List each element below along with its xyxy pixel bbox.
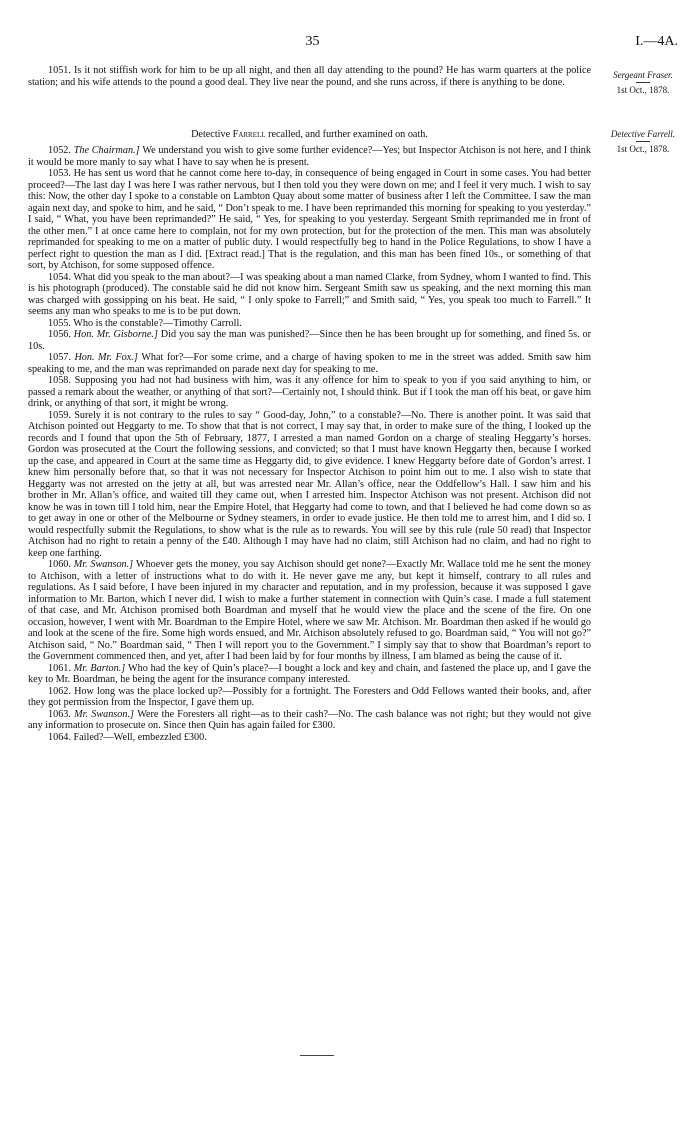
paragraph-text: We understand you wish to give some further evidence?—Yes; but Inspector Atchison is not here, and I think it would be more manly to say what I have to say when he is present. <box>28 145 591 168</box>
question-number: 1052. <box>48 145 74 156</box>
end-rule <box>300 1055 334 1056</box>
paragraph-text: Were the Foresters all right—as to their cash?—No. The cash balance was not right; but they would not give any information to prosecute on. Since then Quin has again failed for £300. <box>28 708 592 731</box>
evidence-paragraph <box>28 732 591 744</box>
paragraph-text: Who is the constable?—Timothy Carroll. <box>73 317 242 329</box>
question-number: 1060. <box>48 559 74 570</box>
question-number: 1062. <box>48 685 75 697</box>
evidence-paragraph <box>28 168 591 272</box>
question-number: 1055. <box>48 317 74 329</box>
evidence-paragraph <box>28 352 591 375</box>
question-number: 1061. <box>48 662 74 674</box>
document-code: I.—4A. <box>635 34 678 49</box>
question-number: 1053. <box>48 168 74 179</box>
heading-witness-name: Farrell <box>232 129 266 140</box>
page-number: 35 <box>305 34 320 49</box>
paragraph-text: How long was the place locked up?—Possibly for a fortnight. The Foresters and Odd Fellows wanted their books, and, after they got permission from the Inspector, I gave them up. <box>28 685 591 708</box>
evidence-paragraph <box>28 318 591 330</box>
paragraph-text: Surely it is not contrary to the rules to say “ Good-day, John,” to a constable?—No. There is another point. It was said that Atchison pointed out Heggarty to me. To show that that is not correct, I may say that, in order to make sure of the thing, I looked up the records and I found that upon the 5th of February, 1877, I arrested a man named Gordon on a charge of stealing Heggarty’s horses. Gordon was prosecuted at the Court the following sessions, and convicted; so that I must have known Heggarty then, because I worked up the case, and appeared in Court at the same time as Heggarty did, to give evidence. I knew Heggarty before date of Gordon’s arrest. I knew him personally before that, so that it was not necessary for Inspector Atchison to point him out to me. I also wish to state that Heggarty was not arrested on the jetty at all, but was arrested near Mr. Allan’s office, near the Oddfellow’s Hall. I saw him and his brother in Mr. Allan’s office, and waited till they came out, when I arrested him. Inspector Atchison was not present. Atchison did not know he was in town till I told him, near the Empire Hotel, that Heggarty had come to town, and that I believed he had come down so as to get away in one or other of the Melbourne or Sydney steamers, in order to evade justice. He then told me to arrest him, and I did so. I would respectfully submit the Regulations, to show what is the rule as to rewards. You will see by this rule (rule 50 read) that Inspector Atchison had no right to retain a penny of the £40. Although I may have had no claim, still Atchison had no claim, and had no right to keep one farthing. <box>28 409 591 559</box>
question-number: 1058. <box>48 375 75 386</box>
question-number: 1063. <box>48 708 75 720</box>
evidence-paragraph <box>28 272 591 318</box>
evidence-paragraph <box>28 709 591 732</box>
intro-block <box>28 65 591 88</box>
evidence-paragraph <box>28 410 591 560</box>
section-heading <box>28 129 591 140</box>
speaker: The Chairman.] <box>73 145 143 156</box>
question-number: 1056. <box>48 329 74 340</box>
evidence-paragraph <box>28 663 591 686</box>
speaker: Hon. Mr. Fox.] <box>74 352 142 363</box>
evidence-paragraph <box>28 686 591 709</box>
margin-note-divider <box>636 82 650 83</box>
paragraph-text: He has sent us word that he cannot come here to-day, in consequence of being engaged in Court in some cases. You had better proceed?—The last day I was here I was rather nervous, but I then told you they were down on me; and I feel it very much. I wish to say this: Now, the other day I spoke to a constable on Lambton Quay about some matter of business after I left the Committee. I saw the man again next day, and spoke to him, and he said, “ Don’t speak to me. I have been reprimanded this morning for speaking to you yesterday.” I said, “ What, you have been reprimanded?” He said, “ Yes, for speaking to you yesterday. Sergeant Smith reprimanded me in front of the other men.” I at once came here to complain, not for my own protection, but for the protection of the men. This man was absolutely reprimanded for speaking to me on a matter of public duty. I would respectfully beg to hand in the Police Regulations, to show I have a perfect right to question the man as I did. [Extract read.] That is the regulation, and this man has been fined 10s., or something of that sort, by Atchison, for some supposed offence. <box>28 168 591 271</box>
question-number: 1057. <box>48 352 75 363</box>
paragraph-text: Did you say the man was punished?—Since then he has been brought up for something, and fined 5s. or 10s. <box>28 329 591 352</box>
heading-prefix: Detective <box>191 129 233 140</box>
margin-note-fraser <box>592 70 694 96</box>
paragraph-text: Who had the key of Quin’s place?—I bought a lock and key and chain, and fastened the place up, and I gave the key to Mr. Boardman, he being the agent for the insurance company interested. <box>28 662 592 685</box>
margin-note-date: 1st Oct., 1878. <box>616 144 670 154</box>
speaker: Mr. Barton.] <box>73 662 129 674</box>
testimony-body <box>28 145 591 743</box>
question-number: 1059. <box>48 409 75 421</box>
evidence-paragraph <box>28 559 591 663</box>
evidence-paragraph <box>28 145 591 168</box>
evidence-paragraph <box>28 375 591 410</box>
question-number: 1064. <box>48 731 74 743</box>
speaker: Hon. Mr. Gisborne.] <box>73 329 161 340</box>
margin-note-witness: Sergeant Fraser. <box>613 70 673 80</box>
paragraph-text: What did you speak to the man about?—I was speaking about a man named Clarke, from Sydney, whom I wanted to find. This is his photograph (produced). The constable said he did not know him. Sergeant Smith saw us speaking, and the next morning this man was charged with gossipping on his beat. He said, “ I only spoke to Farrell;” and Smith said, “ Yes, you speak too much to Farrell.” It seems any man who speaks to me is to be put down. <box>28 271 591 317</box>
paragraph-text: Whoever gets the money, you say Atchison should get none?—Exactly Mr. Wallace told me he sent the money to Atchison, with a letter of instructions what to do with it. He never gave me any, but kept it himself, contrary to all rules and regulations. As I said before, I have been injured in my character and reputation, and in my profession, because it was supposed I gave information to Mr. Barton, which I never did. I wish to make a further statement in connection with Quin’s case. I made a full statement of that case, and Mr. Atchison promised both Boardman and myself that he would view the place and the scene of the fire. On one occasion, however, I went with Mr. Boardman to the Empire Hotel, where we saw Mr. Atchison. Mr. Boardman then asked if he would go and look at the scene of the fire. Some high words ensued, and Mr. Atchison absolutely refused to go. Boardman said, “ You will not go?” Atchison said, “ No.” Boardman said, “ Then I will report you to the Government.” I simply say that to show that Boardman’s report to the Government commenced then, and yet, after I had been laid by for four months by illness, I am blamed as being the cause of it. <box>28 559 592 662</box>
paragraph-text: Failed?—Well, embezzled £300. <box>73 731 207 743</box>
evidence-paragraph: 1051. Is it not stiffish work for him to be up all night, and then all day attending to the pound? He has warm quarters at the police station; and his wife attends to the pound a good deal. They live near the pound, and she runs across, if there is anything to be done. <box>28 65 591 88</box>
margin-note-farrell <box>592 129 694 155</box>
margin-note-date: 1st Oct., 1878. <box>616 85 670 95</box>
speaker: Mr. Swanson.] <box>74 708 138 720</box>
margin-note-witness: Detective Farrell. <box>610 129 676 139</box>
heading-suffix: recalled, and further examined on oath. <box>265 129 428 140</box>
paragraph-text: Supposing you had not had business with him, was it any offence for him to speak to you if you said anything to him, or passed a remark about the weather, or anything of that sort?—Certainly not, I should think. But if I took the man off his beat, or gave him drink, or anything of that sort, it might be wrong. <box>28 375 592 409</box>
speaker: Mr. Swanson.] <box>73 559 136 570</box>
margin-note-divider <box>636 141 650 142</box>
evidence-paragraph <box>28 329 591 352</box>
question-number: 1054. <box>48 271 74 283</box>
paragraph-text: What for?—For some crime, and a charge of having spoken to me in the street was added. Smith saw him speaking to me, and the man was reprimanded on parade next day for speaking to me. <box>28 352 591 375</box>
